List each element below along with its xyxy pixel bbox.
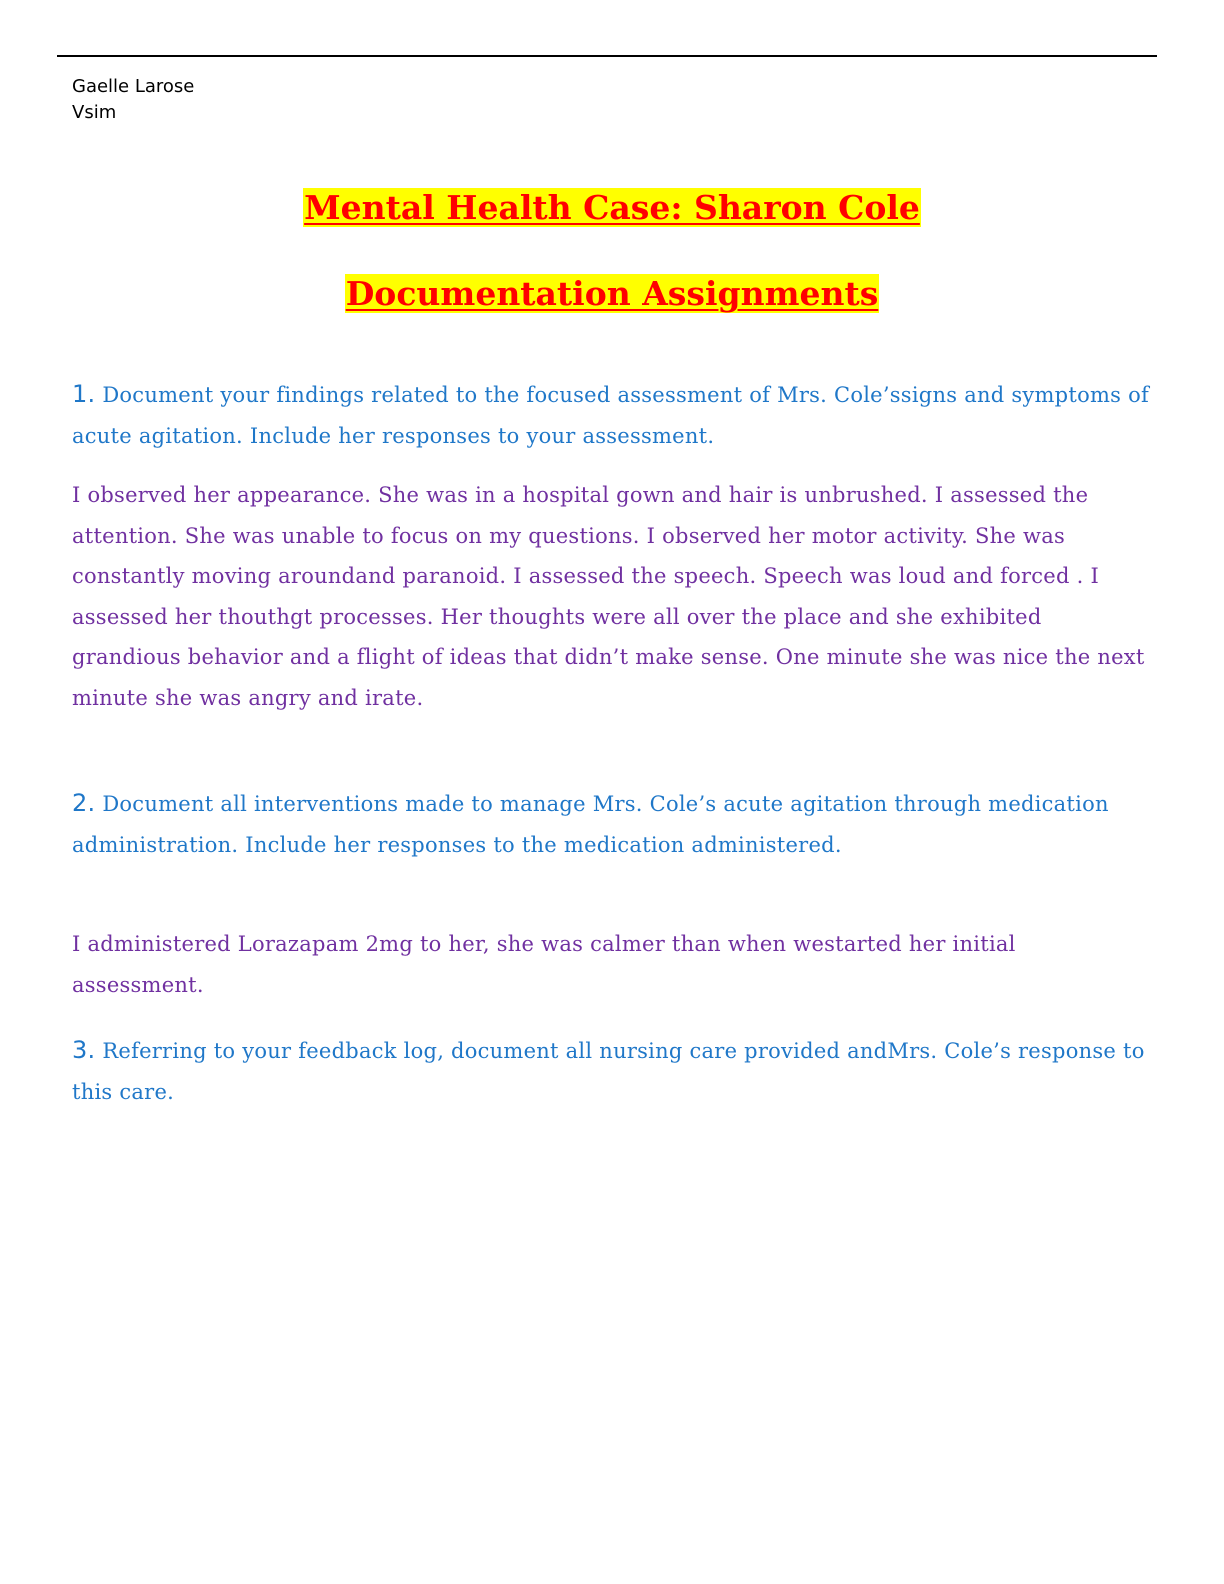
answer-2: I administered Lorazapam 2mg to her, she was calmer than when westarted her initial assessment. (72, 932, 1016, 997)
header-info (72, 74, 194, 126)
title-text-1: Mental Health Case: Sharon Cole (304, 188, 920, 227)
header-rule (57, 55, 1157, 57)
question-text: Document your findings related to the focused assessment of Mrs. Cole’ssigns and symptoms of acute agitation. Include her responses to your assessment. (72, 383, 1149, 448)
title-line-1 (0, 187, 1224, 229)
answer-1: I observed her appearance. She was in a hospital gown and hair is unbrushed. I assessed the attention. She was unable to focus on my questions. I observed her motor activity. She was constantly moving aroundand paranoid. I assessed the speech. Speech was loud and forced . I assessed her thouthgt processes. Her thoughts were all over the place and she exhibited grandious behavior and a flight of ideas that didn’t make sense. One minute she was nice the next minute she was angry and irate. (72, 483, 1145, 710)
question-number: 2. (72, 789, 96, 817)
question-1 (72, 374, 1152, 456)
course-name: Vsim (72, 102, 117, 123)
author-name: Gaelle Larose (72, 76, 195, 97)
question-number: 3. (72, 1036, 96, 1064)
title-text-2: Documentation Assignments (345, 274, 879, 313)
title-line-2 (0, 273, 1224, 315)
question-3 (72, 1030, 1152, 1112)
question-text: Referring to your feedback log, document all nursing care provided andMrs. Cole’s response to this care. (72, 1039, 1145, 1104)
question-text: Document all interventions made to manage Mrs. Cole’s acute agitation through medication administration. Include her responses to the medication administered. (72, 792, 1109, 857)
question-number: 1. (72, 380, 96, 408)
question-2 (72, 783, 1152, 865)
